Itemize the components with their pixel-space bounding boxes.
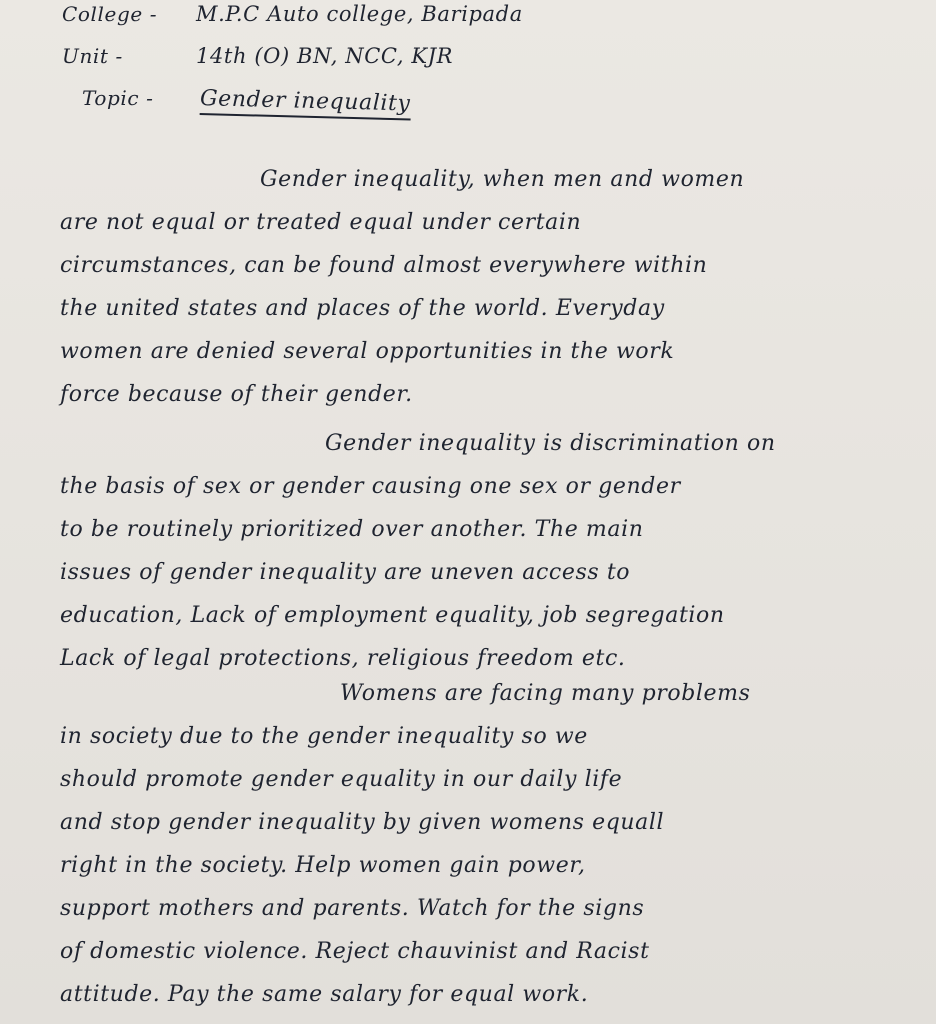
paragraph-2 — [60, 422, 920, 680]
college-label: College - — [62, 2, 158, 26]
paragraph-line: attitude. Pay the same salary for equal work. — [60, 982, 589, 1007]
unit-label: Unit - — [62, 44, 123, 68]
topic-title: Gender inequality — [200, 86, 411, 121]
paragraph-line: and stop gender inequality by given womens equall — [60, 810, 665, 835]
paragraph-line: the basis of sex or gender causing one sex or gender — [60, 474, 681, 499]
topic-label: Topic - — [82, 86, 154, 110]
paragraph-line: force because of their gender. — [60, 382, 413, 407]
paragraph-1 — [60, 158, 920, 416]
paragraph-line: in society due to the gender inequality so we — [60, 724, 588, 749]
topic-row — [82, 86, 411, 116]
paragraph-line: Gender inequality, when men and women — [260, 167, 745, 192]
paragraph-3 — [60, 672, 920, 1016]
paragraph-line: Lack of legal protections, religious freedom etc. — [60, 646, 626, 671]
paragraph-line: should promote gender equality in our daily life — [60, 767, 623, 792]
paragraph-line: support mothers and parents. Watch for the signs — [60, 896, 645, 921]
paragraph-line: circumstances, can be found almost everywhere within — [60, 253, 708, 278]
paragraph-line: of domestic violence. Reject chauvinist and Racist — [60, 939, 650, 964]
paragraph-line: to be routinely prioritized over another. The main — [60, 517, 644, 542]
paragraph-line: education, Lack of employment equality, job segregation — [60, 603, 725, 628]
college-row — [62, 2, 523, 32]
paragraph-line: women are denied several opportunities in the work — [60, 339, 675, 364]
college-value: M.P.C Auto college, Baripada — [196, 2, 523, 26]
paragraph-line: issues of gender inequality are uneven access to — [60, 560, 631, 585]
unit-row — [62, 44, 453, 74]
unit-value: 14th (O) BN, NCC, KJR — [196, 44, 454, 68]
paragraph-line: right in the society. Help women gain power, — [60, 853, 586, 878]
paragraph-line: the united states and places of the world. Everyday — [60, 296, 665, 321]
paragraph-line: Gender inequality is discrimination on — [325, 431, 776, 456]
paragraph-line: are not equal or treated equal under certain — [60, 210, 582, 235]
paragraph-line: Womens are facing many problems — [340, 681, 751, 706]
